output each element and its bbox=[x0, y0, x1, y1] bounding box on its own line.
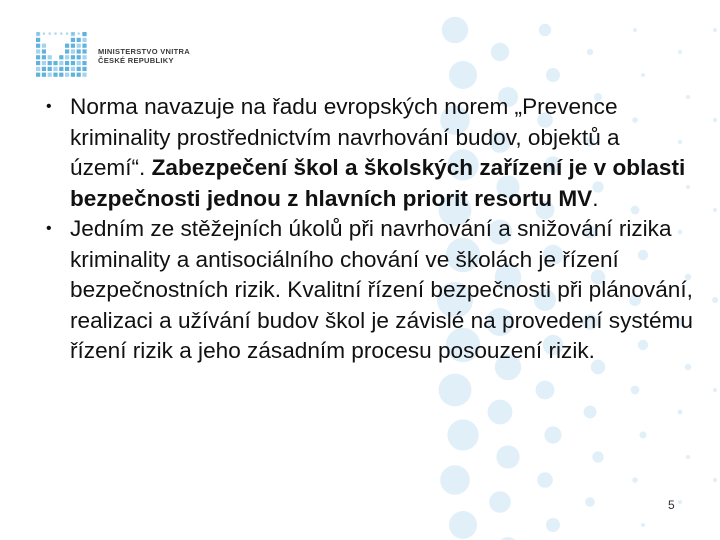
background-dot bbox=[440, 465, 470, 495]
logo-square bbox=[43, 33, 45, 35]
logo-square bbox=[65, 49, 69, 53]
logo-square bbox=[77, 38, 81, 42]
logo-square bbox=[82, 73, 86, 77]
background-dot bbox=[713, 208, 717, 212]
background-dot bbox=[539, 24, 551, 36]
background-dot bbox=[449, 511, 477, 539]
logo-square bbox=[83, 33, 85, 35]
logo-square bbox=[65, 55, 69, 59]
background-dot bbox=[686, 455, 690, 459]
bullet-list bbox=[46, 92, 696, 367]
bullet-marker: • bbox=[46, 98, 52, 115]
background-dot bbox=[546, 68, 560, 82]
bullet-1-emphasis: Zabezpečení škol a školských zařízení je v oblasti bezpečnosti jednou z hlavních priorit resortu MV bbox=[70, 155, 686, 211]
logo-square bbox=[53, 73, 57, 77]
logo-square bbox=[37, 33, 39, 35]
background-dot bbox=[442, 17, 468, 43]
logo-square bbox=[42, 44, 46, 48]
logo-square bbox=[48, 73, 52, 77]
logo-square bbox=[71, 38, 75, 42]
background-dot bbox=[678, 410, 683, 415]
logo-square bbox=[78, 33, 80, 35]
logo-square bbox=[66, 33, 68, 35]
background-dot bbox=[641, 73, 645, 77]
logo-square bbox=[77, 44, 81, 48]
logo-square bbox=[42, 67, 46, 71]
background-dot bbox=[678, 500, 682, 504]
background-dot bbox=[491, 43, 509, 61]
page-number: 5 bbox=[668, 498, 675, 512]
background-dot bbox=[631, 386, 640, 395]
logo-line-2: ČESKÉ REPUBLIKY bbox=[98, 56, 174, 65]
logo-square bbox=[65, 61, 69, 65]
logo-square bbox=[60, 33, 62, 35]
background-dot bbox=[584, 406, 597, 419]
logo-square bbox=[42, 61, 46, 65]
background-dot bbox=[639, 431, 646, 438]
bullet-1-part-1: Norma navazuje na řadu evropských norem „Prevence kriminality prostřednictvím navrhování budov, objektů a území“. bbox=[70, 94, 620, 180]
logo-square bbox=[82, 44, 86, 48]
ministry-logo-text bbox=[98, 47, 190, 65]
logo-square bbox=[42, 49, 46, 53]
logo-square bbox=[77, 61, 81, 65]
background-dot bbox=[587, 49, 593, 55]
logo-square bbox=[53, 67, 57, 71]
background-dot bbox=[712, 297, 718, 303]
logo-square bbox=[82, 55, 86, 59]
logo-square bbox=[36, 38, 40, 42]
slide-body bbox=[46, 92, 696, 367]
logo-square bbox=[49, 33, 51, 35]
background-dot bbox=[713, 118, 717, 122]
background-dot bbox=[449, 61, 477, 89]
logo-square bbox=[77, 73, 81, 77]
logo-square bbox=[65, 73, 69, 77]
bullet-2-text: Jedním ze stěžejních úkolů při navrhování a snižování rizika kriminality a antisociálního chování ve školách je řízení bezpečnostních rizik. Kvalitní řízení bezpečnosti při plánování, realizaci a užívání budov škol je závislé na provedení systému řízení rizik a jeho zásadním procesu posouzení rizik. bbox=[70, 216, 693, 363]
logo-square bbox=[48, 55, 52, 59]
logo-square bbox=[72, 33, 74, 35]
logo-square bbox=[59, 73, 63, 77]
logo-square bbox=[48, 61, 52, 65]
background-dot bbox=[713, 478, 717, 482]
logo-square bbox=[71, 67, 75, 71]
logo-square bbox=[71, 73, 75, 77]
bullet-marker: • bbox=[46, 220, 52, 237]
background-dot bbox=[546, 518, 560, 532]
logo-square bbox=[42, 55, 46, 59]
logo-square bbox=[36, 67, 40, 71]
logo-square bbox=[53, 61, 57, 65]
logo-square bbox=[77, 49, 81, 53]
logo-square bbox=[71, 49, 75, 53]
background-dot bbox=[713, 28, 717, 32]
background-dot bbox=[489, 491, 511, 513]
background-dot bbox=[496, 445, 519, 468]
logo-square bbox=[36, 73, 40, 77]
logo-square bbox=[82, 38, 86, 42]
logo-square bbox=[82, 67, 86, 71]
background-dot bbox=[447, 419, 478, 450]
logo-square bbox=[36, 44, 40, 48]
logo-square bbox=[54, 33, 56, 35]
logo-square bbox=[36, 61, 40, 65]
logo-square bbox=[71, 44, 75, 48]
logo-square bbox=[42, 73, 46, 77]
logo-square bbox=[77, 55, 81, 59]
logo-square bbox=[36, 55, 40, 59]
bullet-item-2 bbox=[46, 214, 696, 367]
logo-square bbox=[48, 67, 52, 71]
logo-square bbox=[65, 67, 69, 71]
background-dot bbox=[536, 381, 555, 400]
logo-square bbox=[59, 61, 63, 65]
background-dot bbox=[544, 426, 561, 443]
bullet-item-1 bbox=[46, 92, 696, 214]
logo-square bbox=[65, 44, 69, 48]
logo-square bbox=[77, 67, 81, 71]
logo-square bbox=[59, 67, 63, 71]
logo-square bbox=[71, 61, 75, 65]
bullet-1-part-3: . bbox=[592, 185, 599, 211]
logo-square bbox=[71, 55, 75, 59]
background-dot bbox=[537, 472, 553, 488]
logo-square bbox=[82, 61, 86, 65]
logo-square bbox=[59, 55, 63, 59]
background-dot bbox=[632, 477, 638, 483]
background-dot bbox=[713, 388, 717, 392]
logo-line-1: MINISTERSTVO VNITRA bbox=[98, 47, 190, 56]
background-dot bbox=[633, 28, 637, 32]
logo-square bbox=[36, 49, 40, 53]
background-dot bbox=[641, 523, 645, 527]
logo-square bbox=[82, 49, 86, 53]
background-dot bbox=[592, 451, 603, 462]
background-dot bbox=[488, 400, 513, 425]
background-dot bbox=[678, 50, 682, 54]
background-dot bbox=[585, 497, 595, 507]
background-dot bbox=[439, 374, 472, 407]
